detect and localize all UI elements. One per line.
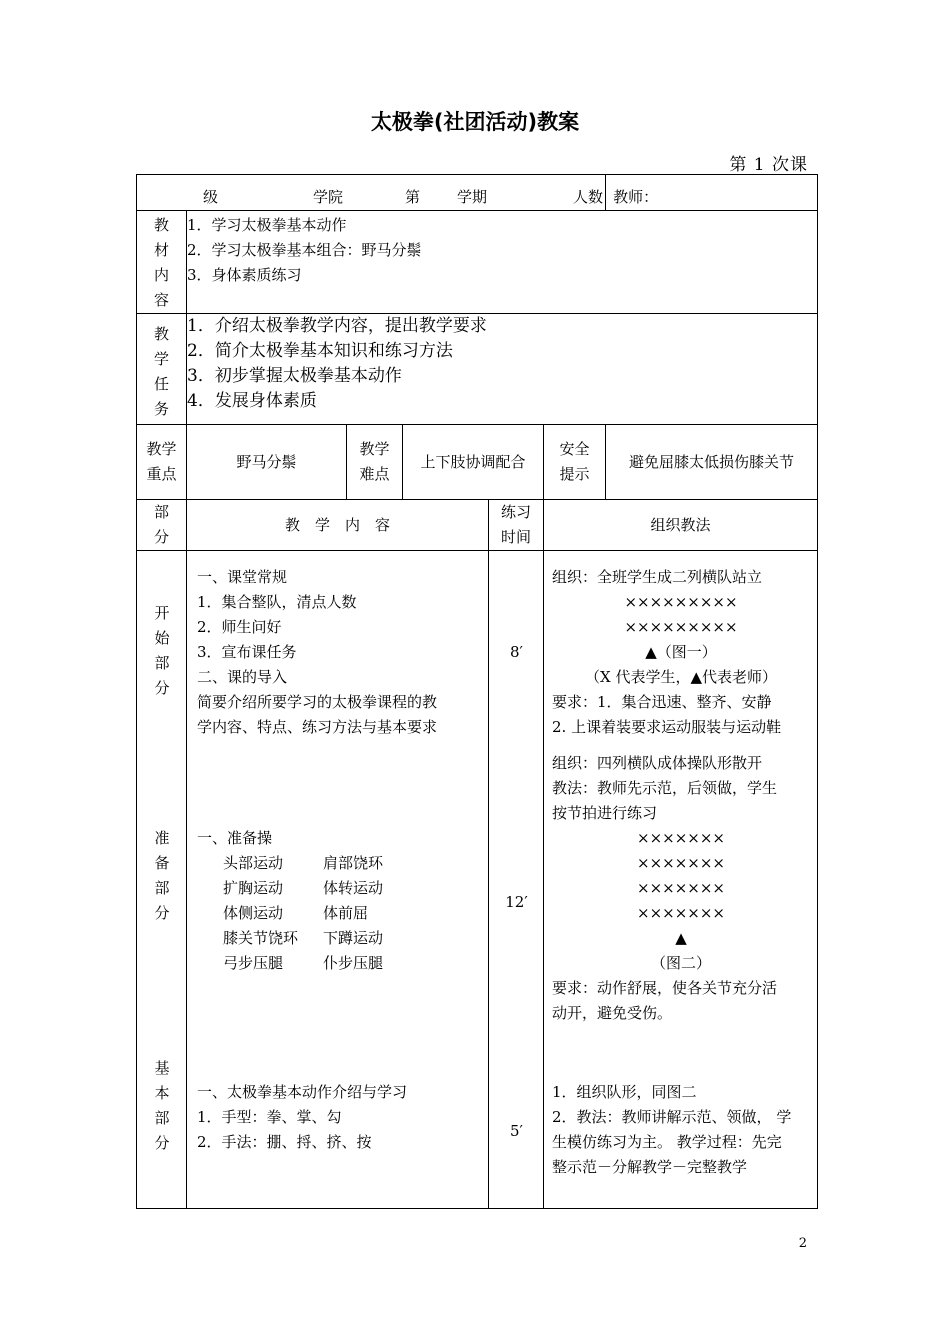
task-item: 1．介绍太极拳教学内容，提出教学要求 <box>187 316 487 336</box>
basic-part-label: 基 本 部 分 <box>154 1059 170 1152</box>
materials-item: 1．学习太极拳基本动作 <box>187 216 347 234</box>
formation-row: ××××××××× <box>624 618 738 636</box>
basic-time: 5′ <box>510 1122 523 1140</box>
prep-exercises-right <box>323 851 383 976</box>
term-prefix-label: 第 <box>405 188 421 206</box>
lesson-plan-table <box>136 174 818 1209</box>
task-item: 4．发展身体素质 <box>187 391 317 411</box>
basic-method: 1．组织队形，同图二 2．教法：教师讲解示范、领做， 学 生模仿练习为主。 教学过程：先完 整示范－分解教学－完整教学 <box>552 1083 792 1176</box>
exercise-item: 扩胸运动 <box>223 879 284 897</box>
grade-label: 级 <box>203 188 219 206</box>
method-column-header: 组织教法 <box>544 500 818 551</box>
method-cell <box>544 551 818 1209</box>
time-column-header: 练习 时间 <box>489 500 544 551</box>
content-column-header: 教 学 内 容 <box>187 500 489 551</box>
prep-content-title: 一、准备操 <box>197 829 273 847</box>
figure-two-formation: ××××××× ××××××× ××××××× ××××××× ▲ （图二） <box>637 829 725 972</box>
document-title: 太极拳(社团活动)教案 <box>370 110 580 134</box>
difficulty-label: 教学 难点 <box>347 425 403 500</box>
start-content: 一、课堂常规 1．集合整队，清点人数 2．师生问好 3．宣布课任务 二、课的导入 简要介绍所要学习的太极拳课程的教 学内容、特点、练习方法与基本要求 <box>197 568 438 736</box>
lesson-number: 第 1 次课 <box>729 155 808 175</box>
start-part-label: 开 始 部 分 <box>154 604 170 697</box>
materials-item: 2．学习太极拳基本组合：野马分鬃 <box>187 241 422 259</box>
figure-one-caption: ▲（图一） <box>645 643 717 661</box>
exercise-item: 体转运动 <box>323 879 384 897</box>
tasks-label: 教 学 任 务 <box>137 314 187 425</box>
prep-part-label: 准 备 部 分 <box>154 829 170 922</box>
prep-time: 12′ <box>505 893 528 911</box>
materials-content <box>187 211 818 314</box>
prep-exercises-left <box>223 851 298 976</box>
materials-label: 教 材 内 容 <box>137 211 187 314</box>
safety-label: 安全 提示 <box>544 425 606 500</box>
exercise-item: 弓步压腿 <box>223 954 284 972</box>
exercise-item: 仆步压腿 <box>323 954 384 972</box>
prep-method-intro: 组织：四列横队成体操队形散开 教法：教师先示范，后领做，学生 按节拍进行练习 <box>552 754 778 822</box>
task-item: 3．初步掌握太极拳基本动作 <box>187 366 402 386</box>
college-label: 学院 <box>313 188 344 206</box>
difficulty-value: 上下肢协调配合 <box>403 425 544 500</box>
page-number: 2 <box>798 1236 807 1251</box>
key-point-label: 教学 重点 <box>137 425 187 500</box>
basic-content: 一、太极拳基本动作介绍与学习 1．手型：拳、掌、勾 2．手法：掤、捋、挤、按 <box>197 1083 408 1151</box>
key-point-value: 野马分鬃 <box>187 425 347 500</box>
safety-value: 避免屈膝太低损伤膝关节 <box>606 425 818 500</box>
start-method-line: 组织：全班学生成二列横队站立 <box>552 568 763 586</box>
start-method-line: 要求：1．集合迅速、整齐、安静 <box>552 693 772 711</box>
exercise-item: 肩部饶环 <box>323 854 384 872</box>
term-suffix-label: 学期 <box>457 188 488 206</box>
task-item: 2．简介太极拳基本知识和练习方法 <box>187 341 453 361</box>
prep-method-requirement: 要求：动作舒展，使各关节充分活 动开，避免受伤。 <box>552 979 778 1022</box>
start-method-line: 2. 上课着装要求运动服装与运动鞋 <box>552 718 782 736</box>
class-info-cell <box>137 175 606 211</box>
exercise-item: 下蹲运动 <box>323 929 384 947</box>
part-labels-cell <box>137 551 187 1209</box>
exercise-item: 膝关节饶环 <box>223 929 299 947</box>
teacher-cell <box>606 175 818 211</box>
teacher-label: 教师： <box>613 188 659 206</box>
legend-note: （X 代表学生，▲代表老师） <box>585 668 777 686</box>
formation-row: ××××××××× <box>624 593 738 611</box>
part-column-header: 部 分 <box>137 500 187 551</box>
tasks-content <box>187 314 818 425</box>
exercise-item: 体前屈 <box>323 904 369 922</box>
exercise-item: 体侧运动 <box>223 904 284 922</box>
content-cell <box>187 551 489 1209</box>
materials-item: 3．身体素质练习 <box>187 266 302 284</box>
time-cell <box>489 551 544 1209</box>
exercise-item: 头部运动 <box>223 854 284 872</box>
start-time: 8′ <box>510 643 523 661</box>
count-label: 人数 <box>573 188 604 206</box>
